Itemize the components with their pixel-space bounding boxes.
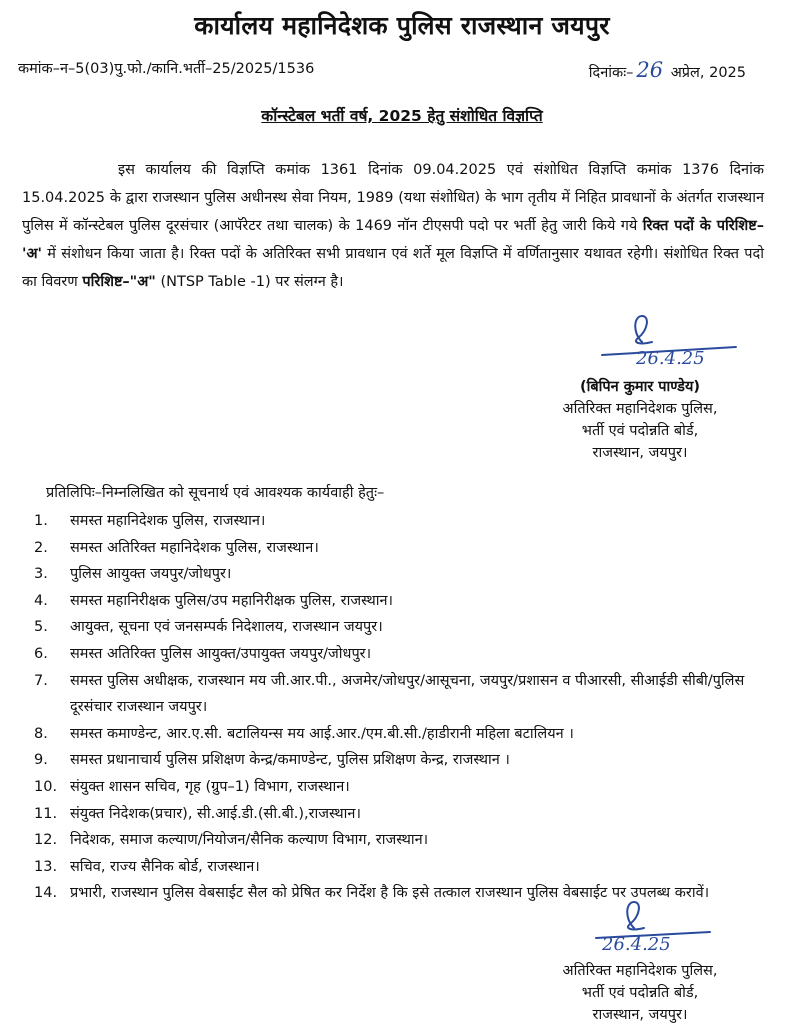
signatory-name: (बिपिन कुमार पाण्डेय) (580, 379, 700, 395)
list-item: 11. संयुक्त निदेशक(प्रचार), सी.आई.डी.(सी.बी.),राजस्थान। (34, 805, 361, 822)
list-item: 8. समस्त कमाण्डेन्ट, आर.ए.सी. बटालियन्स मय आई.आर./एम.बी.सी./हाडीरानी महिला बटालियन । (34, 725, 574, 742)
handwritten-date-day: 26 (636, 58, 664, 82)
signatory-board: भर्ती एवं पदोन्नति बोर्ड, (581, 423, 699, 439)
signatory-designation: अतिरिक्त महानिदेशक पुलिस, (562, 401, 718, 417)
issue-date (589, 58, 746, 82)
office-title: कार्यालय महानिदेशक पुलिस राजस्थान जयपुर (194, 11, 610, 40)
signature-date: 26.4.25 (602, 934, 671, 955)
list-item: 10. संयुक्त शासन सचिव, गृह (ग्रुप–1) विभाग, राजस्थान। (34, 778, 350, 795)
body-bold-1: रिक्त पदों के परिशिष्ट– 'अ' (22, 218, 764, 262)
signatory-designation: अतिरिक्त महानिदेशक पुलिस, (562, 963, 718, 979)
copy-to-list (0, 508, 804, 907)
signature-date: 26.4.25 (636, 348, 705, 369)
list-item: 6. समस्त अतिरिक्त पुलिस आयुक्त/उपायुक्त जयपुर/जोधपुर। (34, 645, 372, 662)
list-item: 13. सचिव, राज्य सैनिक बोर्ड, राजस्थान। (34, 858, 260, 875)
list-item: 5. आयुक्त, सूचना एवं जनसम्पर्क निदेशालय, राजस्थान जयपुर। (34, 619, 383, 636)
subject-text: कॉन्स्टेबल भर्ती वर्ष, 2025 हेतु संशोधित विज्ञप्ति (261, 107, 543, 125)
signatory-board: भर्ती एवं पदोन्नति बोर्ड, (581, 985, 699, 1001)
list-item: 2. समस्त अतिरिक्त महानिदेशक पुलिस, राजस्थान। (34, 539, 319, 556)
copy-to-intro: प्रतिलिपिः–निम्नलिखित को सूचनार्थ एवं आवश्यक कार्यवाही हेतुः– (46, 485, 385, 501)
list-item: 9. समस्त प्रधानाचार्य पुलिस प्रशिक्षण केन्द्र/कमाण्डेन्ट, पुलिस प्रशिक्षण केन्द्र, राजस्थान । (34, 752, 510, 769)
signatory-block (530, 376, 750, 464)
body-text-2: में संशोधन किया जाता है। रिक्त पदों के अतिरिक्त सभी प्रावधान एवं शर्ते मूल विज्ञप्ति में वर्णितानुसार यथावत रहेगी। संशोधित रिक्त पदो का विवरण (22, 246, 764, 290)
list-item: 4. समस्त महानिरीक्षक पुलिस/उप महानिरीक्षक पुलिस, राजस्थान। (34, 592, 394, 609)
notice-subject (0, 104, 804, 126)
signatory-block (530, 960, 750, 1026)
body-text-1: इस कार्यालय की विज्ञप्ति कमांक 1361 दिनांक 09.04.2025 एवं संशोधित विज्ञप्ति कमांक 1376 दिनांक 15.04.2025 के द्वारा राजस्थान पुलिस अधीनस्थ सेवा नियम, 1989 (यथा संशोधित) के भाग तृतीय में निहित प्रावधानों के अंतर्गत राजस्थान पुलिस में कॉन्स्टेबल पुलिस दूरसंचार (आपॅरेटर तथा चालक) के 1469 नॉन टीएसपी पदो पर भर्ती हेतु जारी किये गये (22, 162, 764, 234)
signatory-place: राजस्थान, जयपुर। (592, 1007, 688, 1023)
signatory-place: राजस्थान, जयपुर। (592, 445, 688, 461)
date-month-year: अप्रेल, 2025 (670, 65, 746, 81)
notice-body (22, 156, 764, 296)
date-label: दिनांकः– (588, 65, 634, 81)
list-item: 1. समस्त महानिदेशक पुलिस, राजस्थान। (34, 513, 266, 529)
list-item: 3. पुलिस आयुक्त जयपुर/जोधपुर। (34, 566, 232, 583)
reference-number: कमांक–न–5(03)पु.फो./कानि.भर्ती–25/2025/1536 (18, 61, 315, 77)
body-bold-2: परिशिष्ट–"अ" (82, 274, 156, 290)
list-item: 7. समस्त पुलिस अधीक्षक, राजस्थान मय जी.आर.पी., अजमेर/जोधपुर/आसूचना, जयपुर/प्रशासन व पीआरसी, सीआईडी सीबी/पुलिस दूरसंचार राजस्थान जयपुर। (34, 672, 745, 716)
list-item: 12. निदेशक, समाज कल्याण/नियोजन/सैनिक कल्याण विभाग, राजस्थान। (34, 832, 429, 849)
list-item: 14. प्रभारी, राजस्थान पुलिस वेबसाईट सैल को प्रेषित कर निर्देश है कि इसे तत्काल राजस्थान पुलिस वेबसाईट पर उपलब्ध करावें। (34, 885, 710, 902)
body-text-3: (NTSP Table -1) पर संलग्न है। (155, 274, 344, 290)
